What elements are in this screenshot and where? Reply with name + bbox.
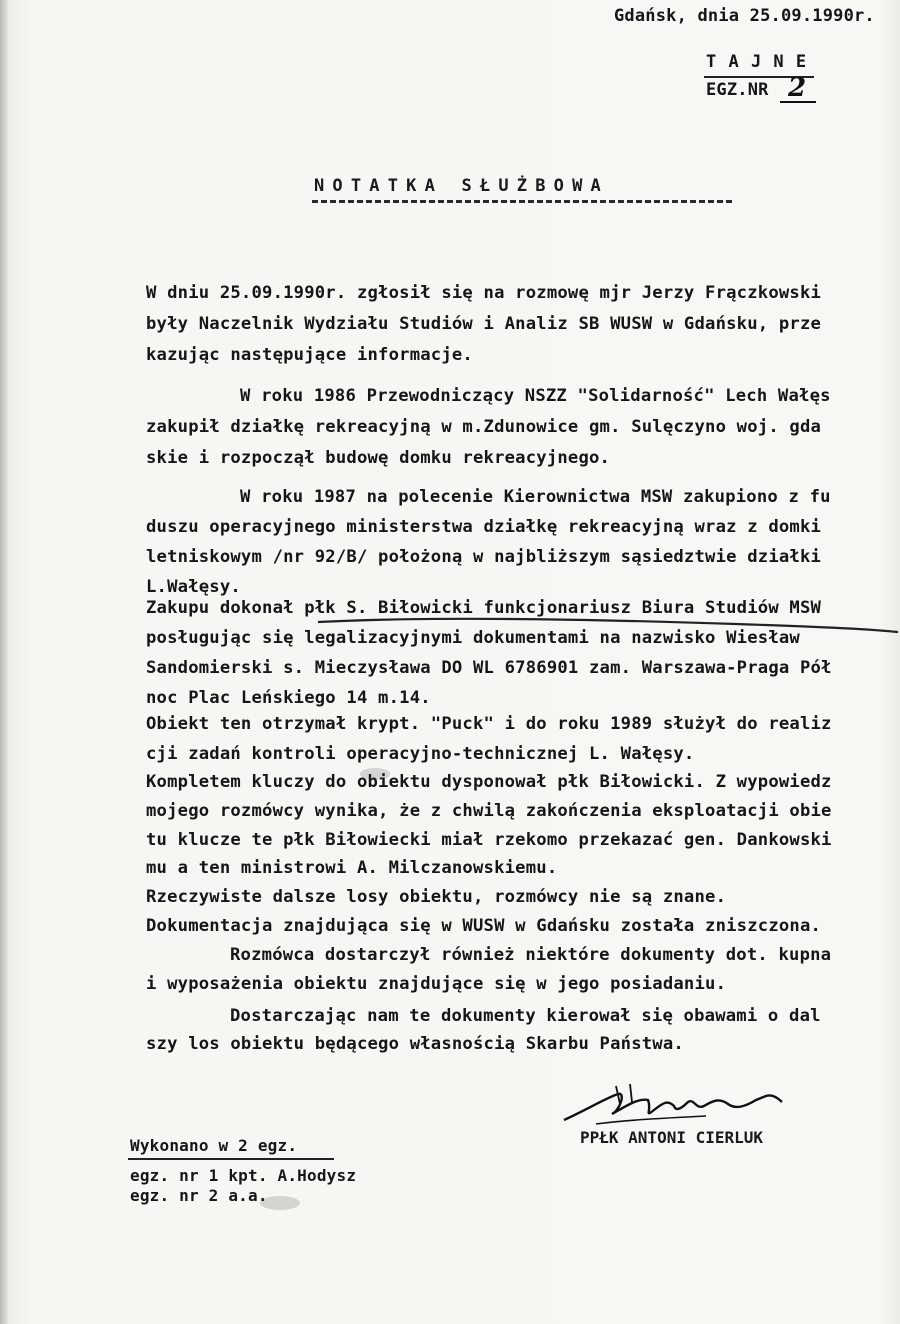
copy-distribution-1: egz. nr 1 kpt. A.Hodysz: [130, 1166, 357, 1185]
body-line: W dniu 25.09.1990r. zgłosił się na rozmowę mjr Jerzy Frączkowski: [146, 283, 822, 303]
body-line: szy los obiektu będącego własnością Skarbu Państwa.: [146, 1034, 684, 1054]
document-title: NOTATKA SŁUŻBOWA: [314, 176, 609, 196]
executed-underline: [128, 1158, 334, 1160]
body-line: i wyposażenia obiektu znajdujące się w jego posiadaniu.: [146, 974, 727, 994]
body-line: Rzeczywiste dalsze losy obiektu, rozmówcy nie są znane.: [146, 887, 727, 907]
body-line: letniskowym /nr 92/B/ położoną w najbliższym sąsiedztwie działki: [146, 547, 822, 567]
classification-label: T A J N E: [706, 52, 808, 72]
body-line: Dokumentacja znajdująca się w WUSW w Gdańsku została zniszczona.: [146, 916, 822, 936]
body-line: skie i rozpoczął budowę domku rekreacyjnego.: [146, 448, 611, 468]
body-line: kazując następujące informacje.: [146, 345, 473, 365]
body-line: noc Plac Leńskiego 14 m.14.: [146, 688, 431, 708]
body-line: duszu operacyjnego ministerstwa działkę rekreacyjną wraz z domki: [146, 517, 822, 537]
body-line: tu klucze te płk Biłowiecki miał rzekomo przekazać gen. Dankowski: [146, 830, 832, 850]
body-line: Sandomierski s. Mieczysława DO WL 6786901 zam. Warszawa-Praga Pół: [146, 658, 832, 678]
body-line: mu a ten ministrowi A. Milczanowskiemu.: [146, 858, 558, 878]
body-line: W roku 1987 na polecenie Kierownictwa MSW zakupiono z fu: [240, 487, 831, 507]
body-line: Dostarczając nam te dokumenty kierował się obawami o dal: [230, 1006, 821, 1026]
body-line: posługując się legalizacyjnymi dokumentami na nazwisko Wiesław: [146, 628, 800, 648]
scan-edge-shadow: [0, 0, 8, 1324]
body-line: Rozmówca dostarczył również niektóre dokumenty dot. kupna: [230, 945, 832, 965]
title-underline: [312, 200, 732, 203]
body-line: W roku 1986 Przewodniczący NSZZ "Solidarność" Lech Wałęs: [240, 386, 831, 406]
body-line: Obiekt ten otrzymał krypt. "Puck" i do roku 1989 służył do realiz: [146, 714, 832, 734]
body-line: mojego rozmówcy wynika, że z chwilą zakończenia eksploatacji obie: [146, 801, 832, 821]
executed-copies: Wykonano w 2 egz.: [130, 1136, 298, 1155]
copy-number-underline: [780, 101, 816, 103]
body-line: cji zadań kontroli operacyjno-technicznej L. Wałęsy.: [146, 744, 695, 764]
signatory-name: PPŁK ANTONI CIERLUK: [580, 1128, 764, 1147]
date-line: Gdańsk, dnia 25.09.1990r.: [614, 6, 875, 26]
scan-smudge: [260, 1196, 300, 1210]
copy-number-handwritten: 2: [788, 73, 807, 103]
body-line: L.Wałęsy.: [146, 577, 241, 597]
copy-number-label: EGZ.NR: [706, 80, 769, 100]
copy-distribution-2: egz. nr 2 a.a.: [130, 1186, 268, 1205]
scan-smudge: [360, 768, 390, 780]
body-line: zakupił działkę rekreacyjną w m.Zdunowice gm. Sulęczyno woj. gda: [146, 417, 822, 437]
body-line: Zakupu dokonał płk S. Biłowicki funkcjonariusz Biura Studiów MSW: [146, 598, 822, 618]
body-line: Kompletem kluczy do obiektu dysponował płk Biłowicki. Z wypowiedz: [146, 772, 832, 792]
body-line: były Naczelnik Wydziału Studiów i Analiz SB WUSW w Gdańsku, prze: [146, 314, 822, 334]
